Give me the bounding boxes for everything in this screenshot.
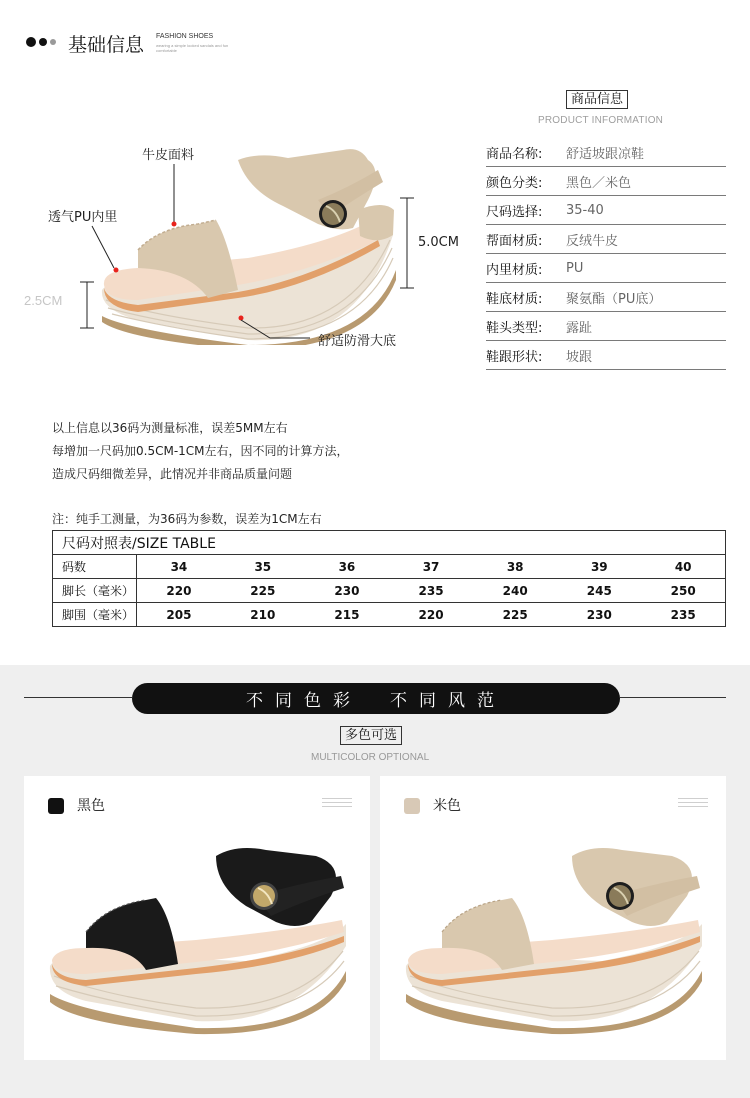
section-title-en: FASHION SHOES	[156, 33, 214, 40]
annotation-heel-height: 5.0CM	[418, 235, 459, 250]
table-cell: 37	[389, 555, 473, 579]
color-card-beige[interactable]	[380, 776, 726, 1060]
info-value: 聚氨酯（PU底）	[566, 291, 662, 307]
info-label: 帮面材质:	[486, 233, 543, 249]
info-value: PU	[566, 260, 584, 276]
info-value: 露趾	[566, 320, 593, 336]
section-header	[26, 28, 326, 60]
section-title: 基础信息	[68, 34, 145, 56]
annotation-sole: 舒适防滑大底	[318, 334, 397, 349]
table-cell: 39	[557, 555, 641, 579]
banner-divider-right	[620, 697, 726, 698]
section-subtitle-en: wearing a simple looked sandals and fun comfortable	[156, 43, 229, 53]
color-label: 米色	[433, 798, 461, 814]
dot-icon	[26, 37, 36, 47]
color-card-black[interactable]	[24, 776, 370, 1060]
color-label: 黑色	[77, 798, 105, 814]
table-cell: 220	[137, 579, 221, 603]
info-row-upper-material	[486, 225, 726, 254]
annotation-lining: 透气PU内里	[48, 210, 118, 225]
table-cell: 205	[137, 603, 221, 627]
table-row	[53, 603, 726, 627]
measure-note-3: 造成尺码细微差异，此情况并非商品质量问题	[52, 467, 293, 481]
table-cell: 225	[473, 603, 557, 627]
product-sandal-image	[98, 140, 398, 345]
table-cell: 235	[641, 603, 725, 627]
info-row-lining-material	[486, 254, 726, 283]
beige-sandal-image	[402, 836, 704, 1036]
table-cell: 210	[221, 603, 305, 627]
info-row-toe-type	[486, 312, 726, 341]
multicolor-heading: 多色可选	[340, 726, 402, 745]
color-swatch-beige	[404, 798, 420, 814]
table-cell: 235	[389, 579, 473, 603]
table-cell: 230	[305, 579, 389, 603]
size-table-title: 尺码对照表/SIZE TABLE	[53, 531, 726, 555]
color-swatch-black	[48, 798, 64, 814]
info-label: 鞋头类型:	[486, 320, 543, 336]
dot-icon	[50, 39, 56, 45]
size-table	[52, 530, 726, 627]
product-info-heading-en: PRODUCT INFORMATION	[538, 115, 664, 126]
product-info-heading: 商品信息	[566, 90, 628, 109]
table-cell: 34	[137, 555, 221, 579]
measure-note-2: 每增加一尺码加0.5CM-1CM左右，因不同的计算方法，	[52, 444, 349, 458]
table-cell: 240	[473, 579, 557, 603]
info-row-size	[486, 196, 726, 225]
size-table-title-row	[53, 531, 726, 555]
table-cell: 230	[557, 603, 641, 627]
black-sandal-image	[46, 836, 348, 1036]
table-cell: 35	[221, 555, 305, 579]
info-label: 内里材质:	[486, 262, 543, 278]
info-label: 尺码选择:	[486, 204, 543, 220]
info-row-color	[486, 167, 726, 196]
multicolor-heading-en: MULTICOLOR OPTIONAL	[311, 752, 430, 763]
table-cell: 250	[641, 579, 725, 603]
info-value: 35-40	[566, 202, 604, 218]
info-row-heel-shape	[486, 341, 726, 370]
table-row-label: 脚长（毫米）	[53, 579, 137, 603]
info-row-sole-material	[486, 283, 726, 312]
table-cell: 245	[557, 579, 641, 603]
table-row	[53, 579, 726, 603]
banner-text-left: 不同色彩	[246, 691, 362, 711]
measure-note-1: 以上信息以36码为测量标准，误差5MM左右	[52, 421, 288, 435]
info-label: 颜色分类:	[486, 175, 543, 191]
dot-icon	[39, 38, 47, 46]
table-cell: 36	[305, 555, 389, 579]
info-value: 反绒牛皮	[566, 233, 619, 249]
table-cell: 215	[305, 603, 389, 627]
info-row-name	[486, 138, 726, 167]
info-label: 商品名称:	[486, 146, 543, 162]
info-label: 鞋底材质:	[486, 291, 543, 307]
table-cell: 38	[473, 555, 557, 579]
info-label: 鞋跟形状:	[486, 349, 543, 365]
table-row	[53, 555, 726, 579]
table-cell: 40	[641, 555, 725, 579]
annotation-upper: 牛皮面料	[142, 148, 195, 163]
info-value: 黑色／米色	[566, 175, 632, 191]
banner-divider-left	[24, 697, 132, 698]
measure-note: 注：纯手工测量，为36码为参数，误差为1CM左右	[52, 512, 322, 526]
info-value: 舒适坡跟凉鞋	[566, 146, 645, 162]
menu-lines-icon	[678, 796, 708, 810]
product-info-list	[486, 138, 726, 370]
table-row-label: 码数	[53, 555, 137, 579]
banner-text-right: 不同风范	[390, 691, 506, 711]
table-row-label: 脚围（毫米）	[53, 603, 137, 627]
annotation-platform-height: 2.5CM	[24, 293, 63, 308]
color-banner	[132, 683, 620, 714]
table-cell: 225	[221, 579, 305, 603]
info-value: 坡跟	[566, 349, 593, 365]
menu-lines-icon	[322, 796, 352, 810]
table-cell: 220	[389, 603, 473, 627]
